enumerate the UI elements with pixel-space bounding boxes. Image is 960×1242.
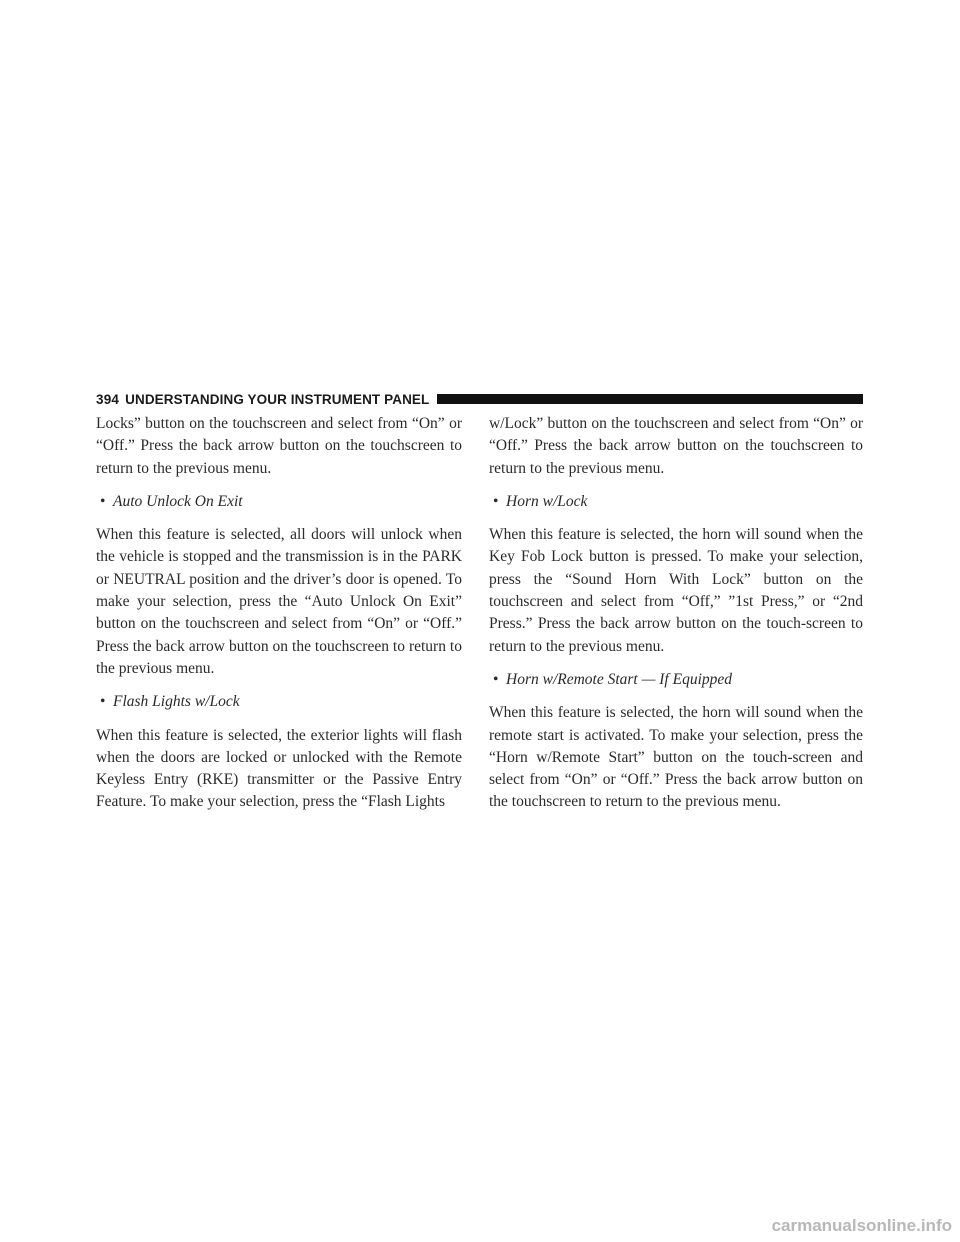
bullet-item-horn-lock [489,491,863,513]
bullet-icon: • [493,670,499,688]
page-header [96,392,863,406]
watermark: carmanualsonline.info [771,1216,952,1235]
left-column [96,413,462,825]
paragraph: w/Lock” button on the touchscreen and select from “On” or “Off.” Press the back arrow button on the touchscreen to return to the previous menu. [489,415,863,477]
bullet-label: Auto Unlock On Exit [113,492,243,510]
bullet-item-auto-unlock [96,491,462,513]
bullet-item-horn-remote-start [489,669,863,691]
header-rule [437,394,863,404]
bullet-label: Horn w/Remote Start — If Equipped [506,670,733,688]
right-column [489,413,863,825]
section-title: UNDERSTANDING YOUR INSTRUMENT PANEL [125,391,430,407]
paragraph: Locks” button on the touchscreen and select from “On” or “Off.” Press the back arrow button on the touchscreen to return to the previous menu. [96,415,462,477]
bullet-icon: • [493,492,499,510]
paragraph: When this feature is selected, all doors will unlock when the vehicle is stopped and the transmission is in the PARK or NEUTRAL position and the driver’s door is opened. To make your selection, press the “Auto Unlock On Exit” button on the touchscreen and select from “On” or “Off.” Press the back arrow button on the touchscreen to return to the previous menu. [96,526,462,677]
bullet-icon: • [100,492,106,510]
paragraph: When this feature is selected, the exterior lights will flash when the doors are locked or unlocked with the Remote Keyless Entry (RKE) transmitter or the Passive Entry Feature. To make your selection, press the “Flash Lights [96,726,462,811]
paragraph: When this feature is selected, the horn will sound when the remote start is activated. To make your selection, press the “Horn w/Remote Start” button on the touch-screen and select from “On” or “Off.” Press the back arrow button on the touchscreen to return to the previous menu. [489,704,863,811]
bullet-label: Flash Lights w/Lock [113,693,240,711]
paragraph: When this feature is selected, the horn will sound when the Key Fob Lock button is pressed. To make your selection, press the “Sound Horn With Lock” button on the touchscreen and select from “Off,” ”1st Press,” or “2nd Press.” Press the back arrow button on the touch-screen to return to the previous menu. [489,526,863,655]
bullet-item-flash-lights [96,691,462,713]
bullet-label: Horn w/Lock [506,492,588,510]
page-number: 394 [96,391,120,407]
bullet-icon: • [100,693,106,711]
